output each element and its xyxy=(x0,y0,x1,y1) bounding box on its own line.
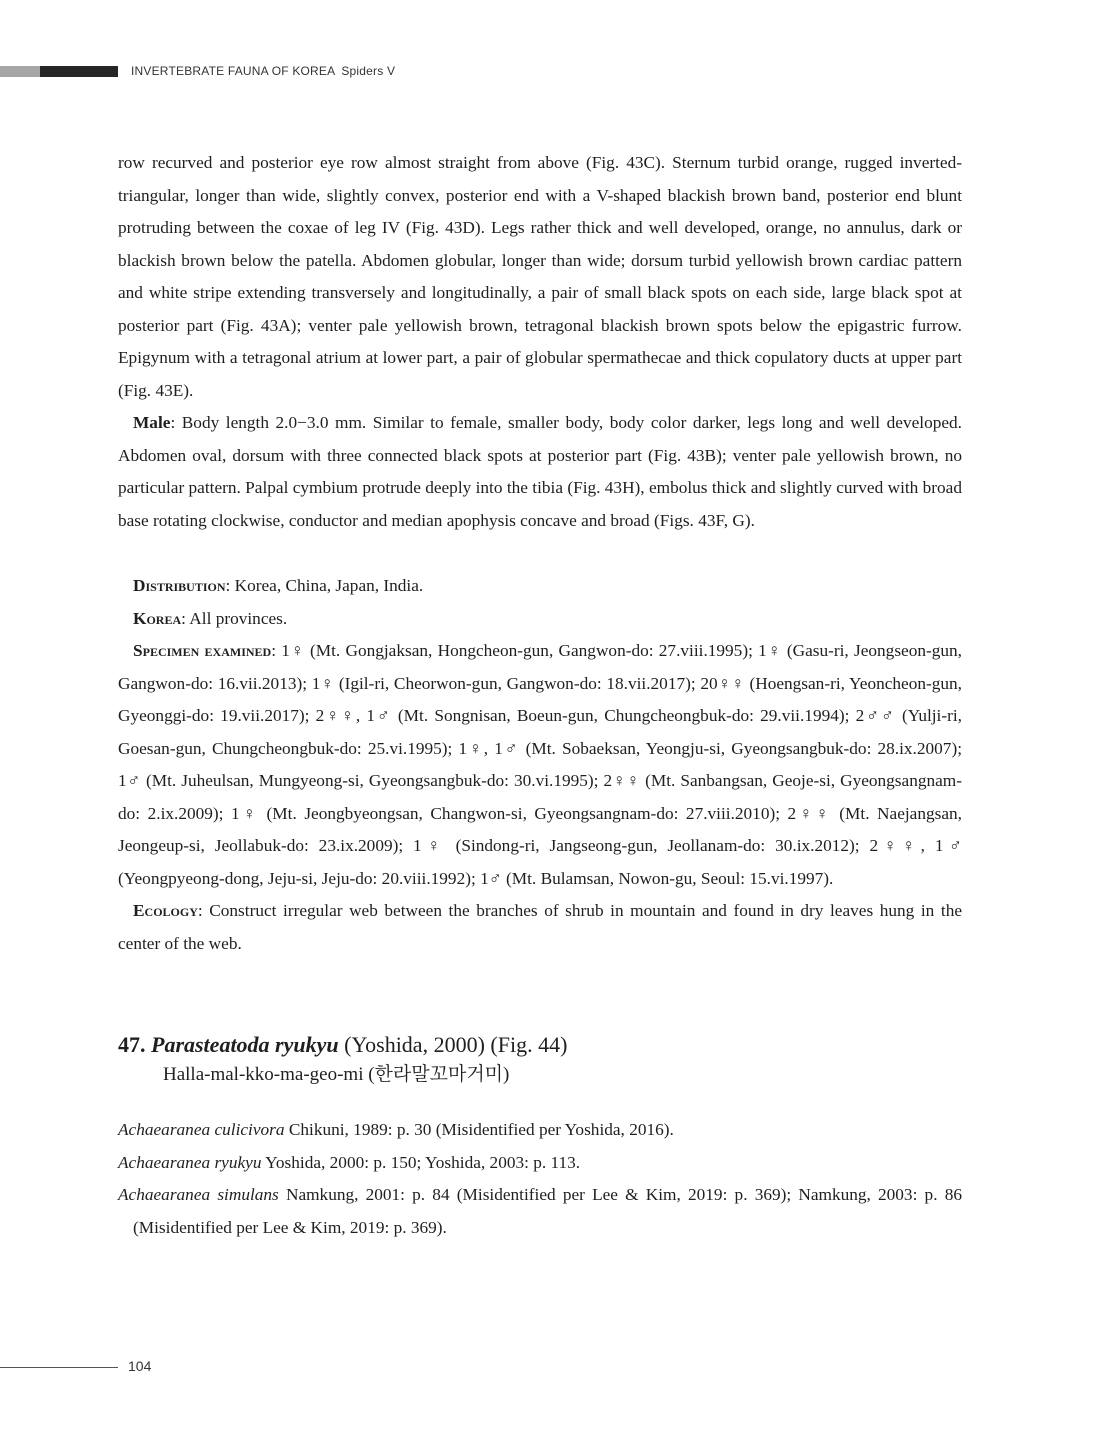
specimen-paragraph xyxy=(118,635,962,895)
page-content xyxy=(118,147,962,1244)
page-number: 104 xyxy=(128,1358,152,1374)
series-title: INVERTEBRATE FAUNA OF KOREA xyxy=(131,64,336,78)
synonym-entry xyxy=(118,1179,962,1244)
male-text: : Body length 2.0−3.0 mm. Similar to female, smaller body, body color darker, legs long and well developed. Abdomen oval, dorsum with three connected black spots at posterior part (Fig. 43B); venter pale yellowish brown, no particular pattern. Palpal cymbium protrude deeply into the tibia (Fig. 43H), embolus thick and slightly curved with broad base rotating clockwise, conductor and median apophysis concave and broad (Figs. 43F, G). xyxy=(118,413,962,530)
specimen-text: : 1♀ (Mt. Gongjaksan, Hongcheon-gun, Gangwon-do: 27.viii.1995); 1♀ (Gasu-ri, Jeongseon-gun, Gangwon-do: 16.vii.2013); 1♀ (Igil-ri, Cheorwon-gun, Gangwon-do: 18.vii.2017); 20♀♀ (Hoengsan-ri, Yeoncheon-gun, Gyeonggi-do: 19.vii.2017); 2♀♀, 1♂ (Mt. Songnisan, Boeun-gun, Chungcheongbuk-do: 29.vii.1994); 2♂♂ (Yulji-ri, Goesan-gun, Chungcheongbuk-do: 25.vi.1995); 1♀, 1♂ (Mt. Sobaeksan, Yeongju-si, Gyeongsangbuk-do: 28.ix.2007); 1♂ (Mt. Juheulsan, Mungyeong-si, Gyeongsangbuk-do: 30.vi.1995); 2♀♀ (Mt. Sanbangsan, Geoje-si, Gyeongsangnam-do: 2.ix.2009); 1♀ (Mt. Jeongbyeongsan, Changwon-si, Gyeongsangnam-do: 27.viii.2010); 2♀♀ (Mt. Naejangsan, Jeongeup-si, Jeollabuk-do: 23.ix.2009); 1♀ (Sindong-ri, Jangseong-gun, Jeollanam-do: 30.ix.2012); 2♀♀, 1♂ (Yeongpyeong-dong, Jeju-si, Jeju-do: 20.viii.1992); 1♂ (Mt. Bulamsan, Nowon-gu, Seoul: 15.vi.1997). xyxy=(118,641,963,888)
ecology-text: : Construct irregular web between the branches of shrub in mountain and found in dry leaves hung in the center of the web. xyxy=(118,901,962,953)
synonym-entry xyxy=(118,1147,962,1180)
korea-text: : All provinces. xyxy=(181,608,288,628)
distribution-label: Distribution xyxy=(133,576,226,595)
header-bar-light xyxy=(0,66,40,77)
synonym-citation: Namkung, 2001: p. 84 (Misidentified per Lee & Kim, 2019: p. 369); Namkung, 2003: p. 86 (Misidentified per Lee & Kim, 2019: p. 369). xyxy=(133,1185,962,1237)
header-bar-dark xyxy=(40,66,118,77)
synonym-name: Achaearanea culicivora xyxy=(118,1120,285,1139)
species-number: 47. xyxy=(118,1032,146,1057)
synonym-citation: Chikuni, 1989: p. 30 (Misidentified per Yoshida, 2016). xyxy=(284,1120,674,1139)
korea-label: Korea xyxy=(133,608,182,628)
ecology-paragraph xyxy=(118,895,962,960)
species-name: Parasteatoda ryukyu xyxy=(151,1032,339,1057)
distribution-text: : Korea, China, Japan, India. xyxy=(225,576,424,595)
synonym-entry xyxy=(118,1114,962,1147)
running-header xyxy=(131,64,395,78)
volume-title: Spiders V xyxy=(341,64,396,78)
species-author: (Yoshida, 2000) xyxy=(344,1032,485,1057)
male-description xyxy=(118,407,962,537)
footer-rule xyxy=(0,1367,118,1368)
ecology-label: Ecology xyxy=(133,901,198,920)
male-label: Male xyxy=(133,413,171,432)
synonym-name: Achaearanea simulans xyxy=(118,1185,279,1204)
species-heading xyxy=(118,1030,962,1060)
female-description: row recurved and posterior eye row almost straight from above (Fig. 43C). Sternum turbid orange, rugged inverted-triangular, longer than wide, slightly convex, posterior end with a V-shaped blackish brown band, posterior end blunt protruding between the coxae of leg IV (Fig. 43D). Legs rather thick and well developed, orange, no annulus, dark or blackish brown below the patella. Abdomen globular, longer than wide; dorsum turbid yellowish brown cardiac pattern and white stripe extending transversely and longitudinally, a pair of small black spots on each side, large black spot at posterior part (Fig. 43A); venter pale yellowish brown, tetragonal blackish brown spots below the epigastric furrow. Epigynum with a tetragonal atrium at lower part, a pair of globular spermathecae and thick copulatory ducts at upper part (Fig. 43E). xyxy=(118,153,962,400)
synonym-citation: Yoshida, 2000: p. 150; Yoshida, 2003: p. 113. xyxy=(261,1152,581,1172)
species-figure-ref: (Fig. 44) xyxy=(490,1032,568,1057)
korea-paragraph xyxy=(118,603,962,636)
distribution-paragraph xyxy=(118,570,962,603)
specimen-label: Specimen examined xyxy=(133,641,272,660)
synonym-name: Achaearanea ryukyu xyxy=(118,1152,262,1172)
species-korean-name: Halla-mal-kko-ma-geo-mi (한라말꼬마거미) xyxy=(163,1064,510,1085)
